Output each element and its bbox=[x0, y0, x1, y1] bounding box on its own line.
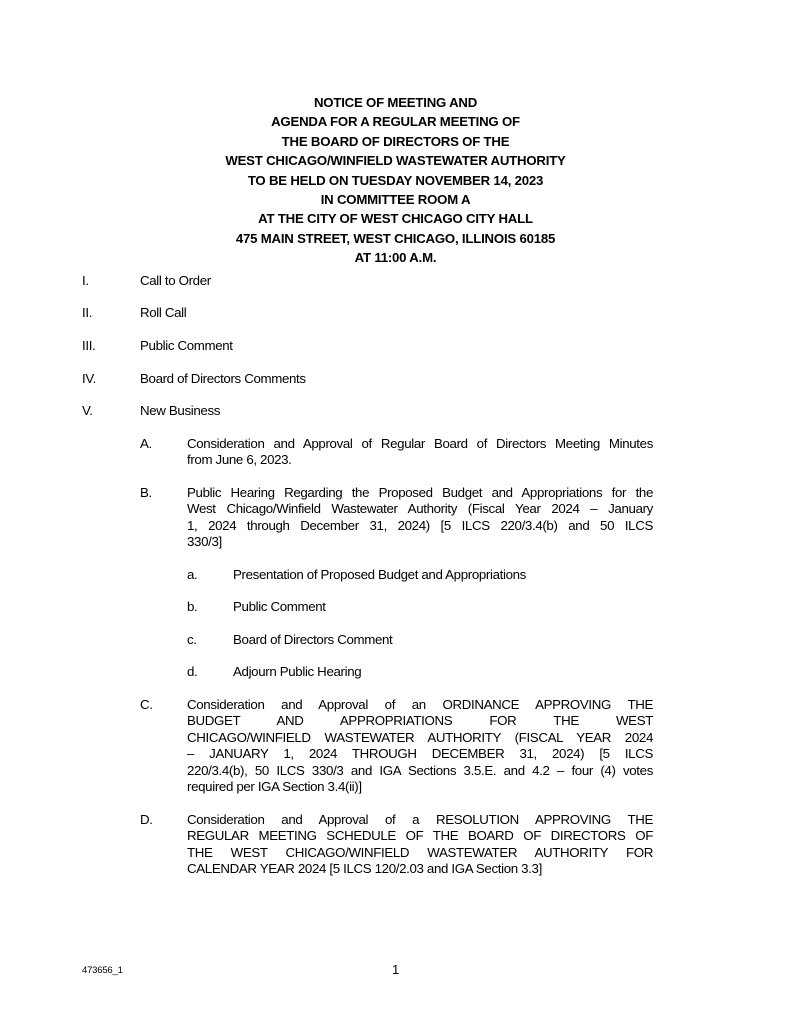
agenda-label: Roll Call bbox=[140, 305, 187, 320]
agenda-numeral: I. bbox=[82, 273, 89, 288]
agenda-label: Board of Directors Comments bbox=[140, 371, 306, 386]
item-line: 1, 2024 through December 31, 2024) [5 ILCS 220/3.4(b) and 50 ILCS bbox=[187, 517, 653, 533]
header-line: AT 11:00 A.M. bbox=[354, 250, 437, 266]
item-text bbox=[187, 697, 653, 795]
header-line: 475 MAIN STREET, WEST CHICAGO, ILLINOIS 60185 bbox=[235, 230, 556, 246]
page-number: 1 bbox=[392, 962, 400, 977]
item-line: West Chicago/Winfield Wastewater Authority (Fiscal Year 2024 – January bbox=[187, 501, 653, 517]
header-line: NOTICE OF MEETING AND bbox=[313, 95, 478, 110]
header-line: IN COMMITTEE ROOM A bbox=[320, 192, 471, 208]
agenda-label: Public Comment bbox=[140, 338, 233, 353]
header-line: WEST CHICAGO/WINFIELD WASTEWATER AUTHORITY bbox=[225, 153, 566, 169]
agenda-label: New Business bbox=[140, 403, 221, 418]
document-id: 473656_1 bbox=[82, 965, 123, 976]
item-text bbox=[187, 436, 653, 469]
item-letter: C. bbox=[140, 697, 153, 712]
header-line: AT THE CITY OF WEST CHICAGO CITY HALL bbox=[258, 211, 533, 227]
sub-item-letter: a. bbox=[187, 567, 198, 582]
agenda-numeral: III. bbox=[82, 338, 96, 353]
sub-item-label: Presentation of Proposed Budget and Appropriations bbox=[233, 567, 526, 582]
sub-item-label: Public Comment bbox=[233, 599, 326, 614]
sub-item-letter: c. bbox=[187, 632, 197, 647]
item-line: Consideration and Approval of an ORDINANCE APPROVING THE bbox=[187, 697, 653, 712]
item-line: – JANUARY 1, 2024 THROUGH DECEMBER 31, 2024) [5 ILCS bbox=[187, 746, 653, 762]
item-line: from June 6, 2023. bbox=[187, 452, 292, 468]
item-line: Public Hearing Regarding the Proposed Budget and Appropriations for the bbox=[187, 485, 653, 500]
item-line: REGULAR MEETING SCHEDULE OF THE BOARD OF DIRECTORS OF bbox=[187, 828, 653, 844]
item-letter: B. bbox=[140, 485, 152, 500]
agenda-numeral: V. bbox=[82, 403, 93, 418]
item-line: 330/3] bbox=[187, 534, 222, 550]
item-letter: A. bbox=[140, 436, 152, 451]
agenda-numeral: IV. bbox=[82, 371, 96, 386]
item-line: CALENDAR YEAR 2024 [5 ILCS 120/2.03 and IGA Section 3.3] bbox=[187, 861, 542, 877]
item-line: THE WEST CHICAGO/WINFIELD WASTEWATER AUTHORITY FOR bbox=[187, 844, 653, 860]
sub-item-label: Board of Directors Comment bbox=[233, 632, 393, 647]
item-line: CHICAGO/WINFIELD WASTEWATER AUTHORITY (FISCAL YEAR 2024 bbox=[187, 729, 653, 745]
agenda-numeral: II. bbox=[82, 305, 93, 320]
header-line: TO BE HELD ON TUESDAY NOVEMBER 14, 2023 bbox=[247, 172, 544, 188]
item-line: BUDGET AND APPROPRIATIONS FOR THE WEST bbox=[187, 713, 653, 729]
agenda-label: Call to Order bbox=[140, 273, 211, 288]
header-line: THE BOARD OF DIRECTORS OF THE bbox=[281, 133, 510, 149]
header-line: AGENDA FOR A REGULAR MEETING OF bbox=[271, 114, 520, 130]
item-letter: D. bbox=[140, 812, 153, 827]
sub-item-label: Adjourn Public Hearing bbox=[233, 664, 362, 679]
meeting-notice-header bbox=[0, 93, 791, 268]
item-line: Consideration and Approval of a RESOLUTION APPROVING THE bbox=[187, 812, 653, 827]
item-line: 220/3.4(b), 50 ILCS 330/3 and IGA Sections 3.5.E. and 4.2 – four (4) votes bbox=[187, 762, 653, 778]
item-text bbox=[187, 485, 653, 551]
item-line: required per IGA Section 3.4(ii)] bbox=[187, 779, 362, 795]
item-line: Consideration and Approval of Regular Board of Directors Meeting Minutes bbox=[187, 436, 653, 451]
item-text bbox=[187, 812, 653, 878]
sub-item-letter: d. bbox=[187, 664, 198, 679]
sub-item-letter: b. bbox=[187, 599, 198, 614]
